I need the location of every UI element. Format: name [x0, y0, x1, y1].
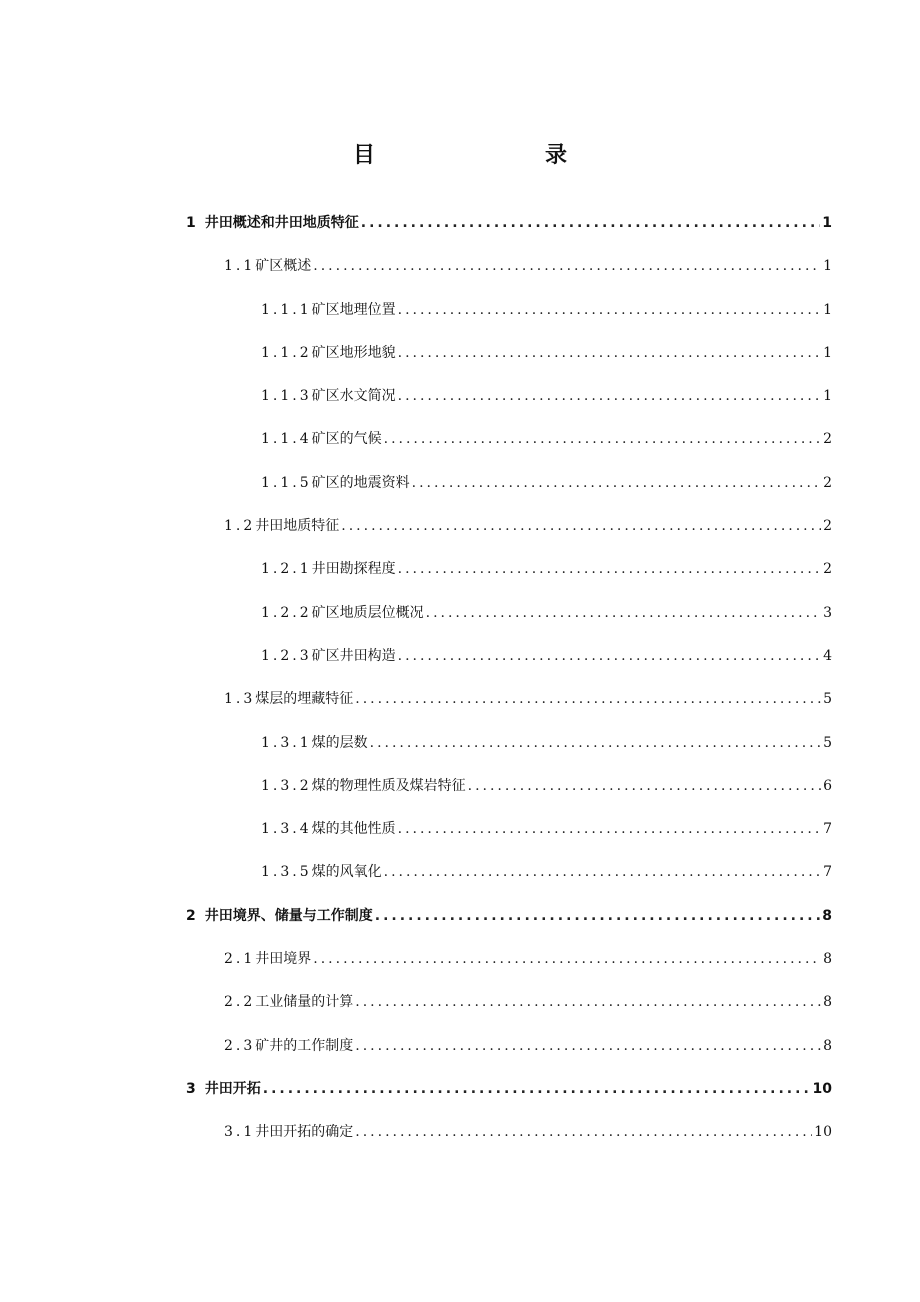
toc-entry[interactable]: [0, 734, 920, 777]
toc-entry-number: 2.2: [224, 994, 256, 1011]
toc-entry-label: 矿区的地震资料: [311, 474, 410, 491]
toc-dot-leader: [355, 690, 821, 708]
toc-entry[interactable]: [0, 214, 920, 257]
toc-entry-number: 1.3: [224, 691, 256, 708]
toc-title: 目 录: [352, 143, 609, 168]
toc-dot-leader: [375, 907, 821, 925]
toc-entry[interactable]: [0, 387, 920, 430]
toc-entry[interactable]: [0, 690, 920, 733]
toc-page-number: 2: [823, 561, 832, 578]
toc-entry-number: 1.1.3: [261, 388, 312, 405]
toc-entry-label: 矿区概述: [255, 258, 312, 275]
toc-dot-leader: [341, 517, 821, 535]
toc-dot-leader: [398, 301, 821, 319]
toc-entry-number: 2.3: [224, 1037, 256, 1054]
toc-entry-label: 工业储量的计算: [255, 994, 354, 1011]
toc-dot-leader: [398, 560, 821, 578]
toc-page-number: 8: [823, 951, 832, 968]
toc-dot-leader: [370, 734, 821, 752]
toc-entry[interactable]: [0, 1037, 920, 1080]
toc-entry-label: 矿区的气候: [311, 431, 382, 448]
toc-dot-leader: [355, 1037, 821, 1055]
toc-entry-number: 1.1: [224, 258, 256, 275]
toc-dot-leader: [398, 647, 821, 665]
toc-dot-leader: [468, 777, 821, 795]
toc-entry-number: 1.3.1: [261, 734, 312, 751]
toc-entry[interactable]: [0, 344, 920, 387]
toc-dot-leader: [263, 1080, 811, 1098]
toc-entry-label: 煤的物理性质及煤岩特征: [311, 777, 466, 794]
toc-entry-number: 1.1.1: [261, 301, 312, 318]
toc-dot-leader: [398, 387, 821, 405]
toc-entry-number: 1.2.3: [261, 647, 312, 664]
toc-page-number: 1: [823, 258, 832, 275]
toc-entry-number: 1.2: [224, 518, 256, 535]
toc-page-number: 1: [822, 215, 832, 231]
toc-dot-leader: [384, 863, 821, 881]
toc-entry[interactable]: [0, 1123, 920, 1166]
toc-page-number: 7: [823, 821, 832, 838]
toc-entry-label: 井田境界、储量与工作制度: [204, 907, 373, 924]
toc-dot-leader: [313, 257, 821, 275]
toc-dot-leader: [313, 950, 821, 968]
toc-page-number: 1: [823, 344, 832, 361]
toc-page-number: 3: [823, 604, 832, 621]
toc-dot-leader: [398, 820, 821, 838]
toc-entry-number: 1.3.5: [261, 864, 312, 881]
toc-entry[interactable]: [0, 301, 920, 344]
toc-dot-leader: [398, 344, 821, 362]
toc-dot-leader: [355, 1123, 812, 1141]
toc-entry-number: 3: [186, 1080, 199, 1097]
toc-entry-label: 井田境界: [255, 951, 312, 968]
toc-entry-number: 3.1: [224, 1124, 256, 1141]
toc-entry-label: 井田开拓的确定: [255, 1124, 354, 1141]
toc-dot-leader: [361, 214, 821, 232]
toc-entry-number: 1.2.2: [261, 604, 312, 621]
toc-entry[interactable]: [0, 777, 920, 820]
toc-page-number: 5: [823, 734, 832, 751]
toc-entry[interactable]: [0, 907, 920, 950]
toc-entry[interactable]: [0, 517, 920, 560]
toc-page-number: 1: [823, 301, 832, 318]
toc-entry-number: 1.3.4: [261, 821, 312, 838]
toc-page-number: 8: [823, 994, 832, 1011]
toc-entry-number: 1: [186, 215, 199, 231]
toc-entry[interactable]: [0, 474, 920, 517]
toc-page-number: 7: [823, 864, 832, 881]
toc-entry[interactable]: [0, 604, 920, 647]
toc-list: [0, 214, 920, 1167]
toc-entry-number: 2.1: [224, 951, 256, 968]
toc-entry-label: 矿井的工作制度: [255, 1037, 354, 1054]
toc-entry-label: 矿区地质层位概况: [311, 604, 424, 621]
toc-page-number: 5: [823, 691, 832, 708]
toc-entry[interactable]: [0, 820, 920, 863]
toc-entry-label: 井田地质特征: [255, 518, 340, 535]
toc-page-number: 4: [823, 647, 832, 664]
toc-entry[interactable]: [0, 863, 920, 906]
toc-entry-label: 井田开拓: [204, 1080, 261, 1097]
toc-page-number: 1: [823, 388, 832, 405]
toc-page-number: 6: [823, 777, 832, 794]
toc-entry-label: 煤的层数: [311, 734, 368, 751]
toc-page-number: 2: [823, 431, 832, 448]
toc-page-number: 8: [823, 1037, 832, 1054]
toc-entry[interactable]: [0, 950, 920, 993]
toc-entry-label: 井田概述和井田地质特征: [204, 215, 359, 231]
toc-page-number: 10: [814, 1124, 832, 1141]
toc-entry-number: 1.3.2: [261, 777, 312, 794]
toc-entry-number: 1.1.2: [261, 344, 312, 361]
toc-entry[interactable]: [0, 993, 920, 1036]
toc-entry[interactable]: [0, 257, 920, 300]
toc-entry-number: 2: [186, 907, 199, 924]
toc-page-number: 10: [812, 1080, 832, 1097]
toc-entry[interactable]: [0, 430, 920, 473]
toc-entry[interactable]: [0, 647, 920, 690]
toc-entry[interactable]: [0, 1080, 920, 1123]
toc-dot-leader: [355, 993, 821, 1011]
toc-dot-leader: [426, 604, 821, 622]
toc-entry-label: 矿区地形地貌: [311, 344, 396, 361]
toc-dot-leader: [384, 430, 821, 448]
toc-entry-number: 1.1.4: [261, 431, 312, 448]
toc-entry-number: 1.2.1: [261, 561, 312, 578]
toc-page-number: 2: [823, 518, 832, 535]
toc-entry-label: 煤的风氧化: [311, 864, 382, 881]
toc-entry-label: 矿区地理位置: [311, 301, 396, 318]
toc-entry-label: 煤层的埋藏特征: [255, 691, 354, 708]
toc-page-number: 2: [823, 474, 832, 491]
toc-entry-number: 1.1.5: [261, 474, 312, 491]
toc-entry-label: 矿区井田构造: [311, 647, 396, 664]
toc-entry[interactable]: [0, 560, 920, 603]
toc-page-number: 8: [822, 907, 832, 924]
toc-entry-label: 煤的其他性质: [311, 821, 396, 838]
toc-dot-leader: [412, 474, 821, 492]
toc-entry-label: 矿区水文简况: [311, 388, 396, 405]
toc-entry-label: 井田勘探程度: [311, 561, 396, 578]
